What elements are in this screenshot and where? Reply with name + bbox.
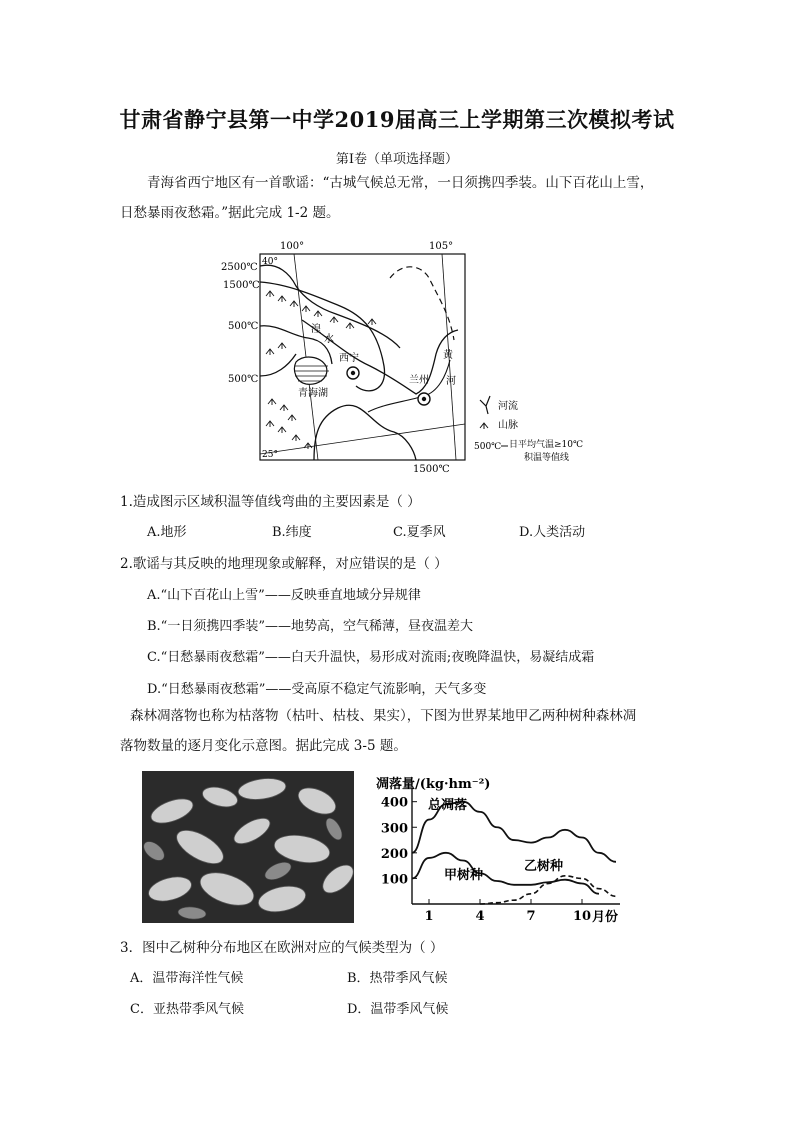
question-1-stem: 1.造成图示区域积温等值线弯曲的主要因素是（ ） xyxy=(120,494,421,510)
question-1-option-d: D.人类活动 xyxy=(519,525,586,540)
question-2-option-c: C.“日愁暴雨夜愁霜”——白天升温快，易形成对流雨;夜晚降温快，易凝结成霜 xyxy=(147,650,595,665)
lanzhou-city-marker xyxy=(418,393,430,405)
x-tick-label: 7 xyxy=(526,909,536,924)
x-tick-label: 1 xyxy=(424,909,434,924)
series-label-jia: 甲树种 xyxy=(444,868,484,883)
legend-mountain-label: 山脉 xyxy=(498,420,518,431)
series-line-yi xyxy=(480,876,616,904)
isotherm-1500-bottom-label: 1500℃ xyxy=(413,464,450,474)
y-tick-label: 200 xyxy=(380,846,408,862)
xining-isotherm-map xyxy=(218,236,598,474)
legend-isotherm-line2: 积温等值线 xyxy=(524,453,570,463)
chart-y-axis-label: 凋落量/(kg·hm⁻²) xyxy=(376,777,491,792)
question-3-option-a: A．温带海洋性气候 xyxy=(130,971,244,986)
isotherm-500-b xyxy=(260,354,296,376)
map-frame xyxy=(260,254,465,460)
lon-100-label: 100° xyxy=(280,241,305,252)
question-1-option-a: A.地形 xyxy=(147,525,187,540)
series-line-jia xyxy=(412,853,599,894)
x-tick-label: 4 xyxy=(475,909,485,924)
yellow-river-label-2: 河 xyxy=(446,376,456,387)
question-3-option-c: C．亚热带季风气候 xyxy=(130,1002,244,1017)
question-2-option-b: B.“一日须携四季装”——地势高，空气稀薄，昼夜温差大 xyxy=(147,619,473,634)
y-tick-label: 300 xyxy=(380,821,408,837)
mountain-legend-icon xyxy=(480,423,488,429)
huangshui-label-1: 湟 xyxy=(311,324,321,335)
qinghai-lake-label: 青海湖 xyxy=(298,388,328,399)
province-border xyxy=(390,267,454,340)
question-2-stem: 2.歌谣与其反映的地理现象或解释，对应错误的是（ ） xyxy=(120,556,448,572)
litter-fall-chart xyxy=(358,772,658,928)
isotherm-500-a xyxy=(260,326,332,364)
legend-isotherm-value: 500℃ xyxy=(474,442,502,452)
yellow-river-label-1: 黄 xyxy=(443,350,453,361)
question-2-option-d: D.“日愁暴雨夜愁霜”——受高原不稳定气流影响，天气多变 xyxy=(147,682,487,697)
page-title: 甘肃省静宁县第一中学2019届高三上学期第三次模拟考试 xyxy=(119,107,675,132)
xining-label: 西宁 xyxy=(339,353,359,364)
intro-paragraph-2-line-2: 落物数量的逐月变化示意图。据此完成 3-5 题。 xyxy=(120,738,407,754)
xining-city-marker xyxy=(347,367,359,379)
isotherm-1500-label: 1500℃ xyxy=(223,280,260,291)
chart-series-lines xyxy=(412,802,616,904)
question-2-option-a: A.“山下百花山上雪”——反映垂直地域分异规律 xyxy=(147,588,421,603)
y-tick-label: 100 xyxy=(380,872,408,888)
intro-paragraph-1-line-2: 日愁暴雨夜愁霜。”据此完成 1-2 题。 xyxy=(120,205,340,221)
section-title: 第Ⅰ卷（单项选择题） xyxy=(335,152,459,167)
river-huangshui xyxy=(302,320,458,394)
series-label-total: 总凋落 xyxy=(428,798,468,813)
qinghai-lake-shape xyxy=(294,357,329,384)
chart-x-ticks xyxy=(424,899,591,924)
lanzhou-label: 兰州 xyxy=(409,375,429,386)
intro-paragraph-2-line-1: 森林凋落物也称为枯落物（枯叶、枯枝、果实），下图为世界某地甲乙两种树种森林凋 xyxy=(130,708,637,724)
lat-40-label: 40° xyxy=(262,257,278,267)
x-tick-label: 10 xyxy=(572,909,592,924)
question-3-option-d: D．温带季风气候 xyxy=(347,1002,449,1017)
lat-25-label: 25° xyxy=(262,450,278,460)
question-1-option-c: C.夏季风 xyxy=(393,525,446,540)
legend-isotherm-line1: 日平均气温≥10℃ xyxy=(509,440,584,450)
legend-river-label: 河流 xyxy=(498,401,518,412)
question-3-stem: 3．图中乙树种分布地区在欧洲对应的气候类型为（ ） xyxy=(120,940,444,956)
isotherm-1500-south xyxy=(314,405,416,460)
map-legend xyxy=(474,396,583,463)
question-3-option-b: B．热带季风气候 xyxy=(347,971,448,986)
isotherm-500-label-a: 500℃ xyxy=(228,321,259,332)
intro-paragraph-1-line-1: 青海省西宁地区有一首歌谣：“古城气候总无常，一日须携四季装。山下百花山上雪， xyxy=(147,175,654,191)
leaf-litter-photo xyxy=(142,771,354,923)
river-legend-icon xyxy=(480,396,490,414)
isotherm-2500-label: 2500℃ xyxy=(221,262,258,273)
lon-105-label: 105° xyxy=(429,241,454,252)
y-tick-label: 400 xyxy=(380,795,408,811)
isotherm-500-label-b: 500℃ xyxy=(228,374,259,385)
chart-x-axis-label: 月份 xyxy=(592,910,619,925)
series-label-yi: 乙树种 xyxy=(524,859,564,874)
parallel-25 xyxy=(260,424,465,454)
huangshui-label-2: 水 xyxy=(324,334,334,345)
question-1-option-b: B.纬度 xyxy=(272,525,312,540)
